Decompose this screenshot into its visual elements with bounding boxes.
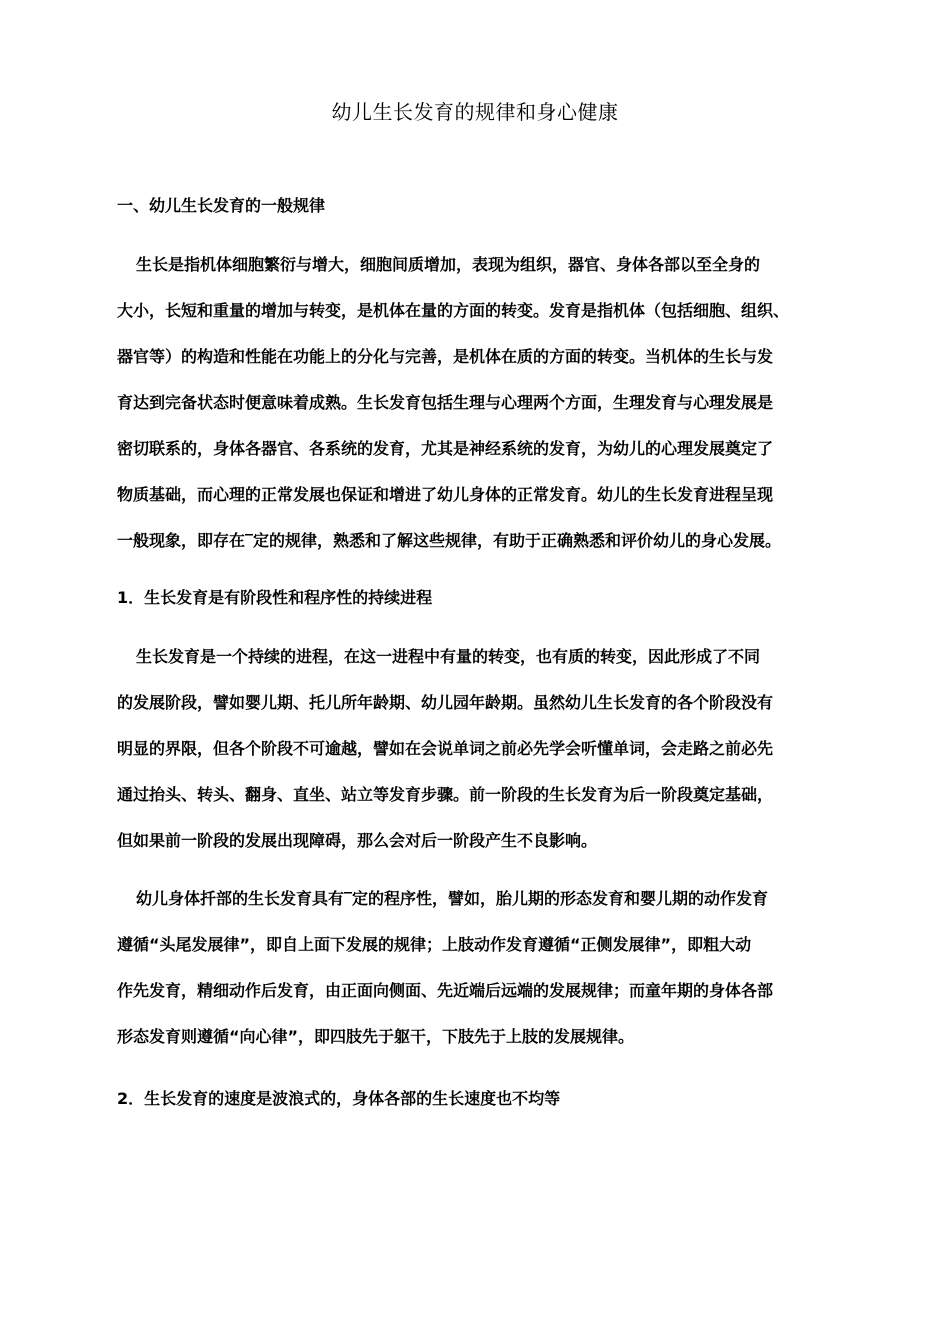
paragraph-line: 器官等）的构造和性能在功能上的分化与完善，是机体在质的方面的转变。当机体的生长与发 [117,347,774,366]
paragraph-line: 幼儿身体扦部的生长发育具有‾定的程序性，譬如，胎儿期的形态发育和婴儿期的动作发育 [136,889,769,908]
paragraph-line: 大小，长短和重量的增加与转变，是机体在量的方面的转变。发育是指机体（包括细胞、组织、 [117,301,790,320]
paragraph-line: 育达到完备状态时便意味着成熟。生长发育包括生理与心理两个方面，生理发育与心理发展是 [117,393,774,412]
paragraph-line: 通过抬头、转头、翻身、直坐、站立等发育步骤。前一阶段的生长发育为后一阶段奠定基础， [117,785,774,804]
subheading-growth-speed: 2．生长发育的速度是波浪式的，身体各部的生长速度也不均等 [117,1089,561,1108]
paragraph-line: 密切联系的，身体各器官、各系统的发育，尤其是神经系统的发育，为幼儿的心理发展奠定了 [117,439,774,458]
section-heading: 一、幼儿生长发育的一般规律 [117,196,326,215]
paragraph-line: 遵循“头尾发展律”，即自上面下发展的规律；上肢动作发育遵循“正侧发展律”，即粗大动 [117,935,752,954]
paragraph-line: 一般现象，即存在‾定的规律，熟悉和了解这些规律，有助于正确熟悉和评价幼儿的身心发展。 [117,531,782,550]
paragraph-sequence [117,876,773,1060]
paragraph-line: 作先发育，精细动作后发育，由正面向侧面、先近端后远端的发展规律；而童年期的身体各部 [117,981,774,1000]
subheading-stages: 1．生长发育是有阶段性和程序性的持续进程 [117,588,433,607]
document-title: 幼儿生长发育的规律和身心健康 [331,100,619,124]
paragraph-line: 生长是指机体细胞繁衍与增大，细胞间质增加，表现为组织，器官、身体各部以至全身的 [136,255,761,274]
paragraph-stages [117,634,773,864]
paragraph-growth-definition [117,242,789,564]
paragraph-line: 但如果前一阶段的发展出现障碍，那么会对后一阶段产生不良影响。 [117,831,598,850]
paragraph-line: 明显的界限，但各个阶段不可逾越，譬如在会说单词之前必先学会听懂单词，会走路之前必先 [117,739,774,758]
paragraph-line: 生长发育是一个持续的进程，在这一进程中有量的转变，也有质的转变，因此形成了不同 [136,647,761,666]
paragraph-line: 物质基础，而心理的正常发展也保证和增进了幼儿身体的正常发育。幼儿的生长发育进程呈现 [117,485,774,504]
paragraph-line: 的发展阶段，譬如婴儿期、托儿所年龄期、幼儿园年龄期。虽然幼儿生长发育的各个阶段没有 [117,693,774,712]
paragraph-line: 形态发育则遵循“向心律”，即四肢先于躯干，下肢先于上肢的发展规律。 [117,1027,635,1046]
